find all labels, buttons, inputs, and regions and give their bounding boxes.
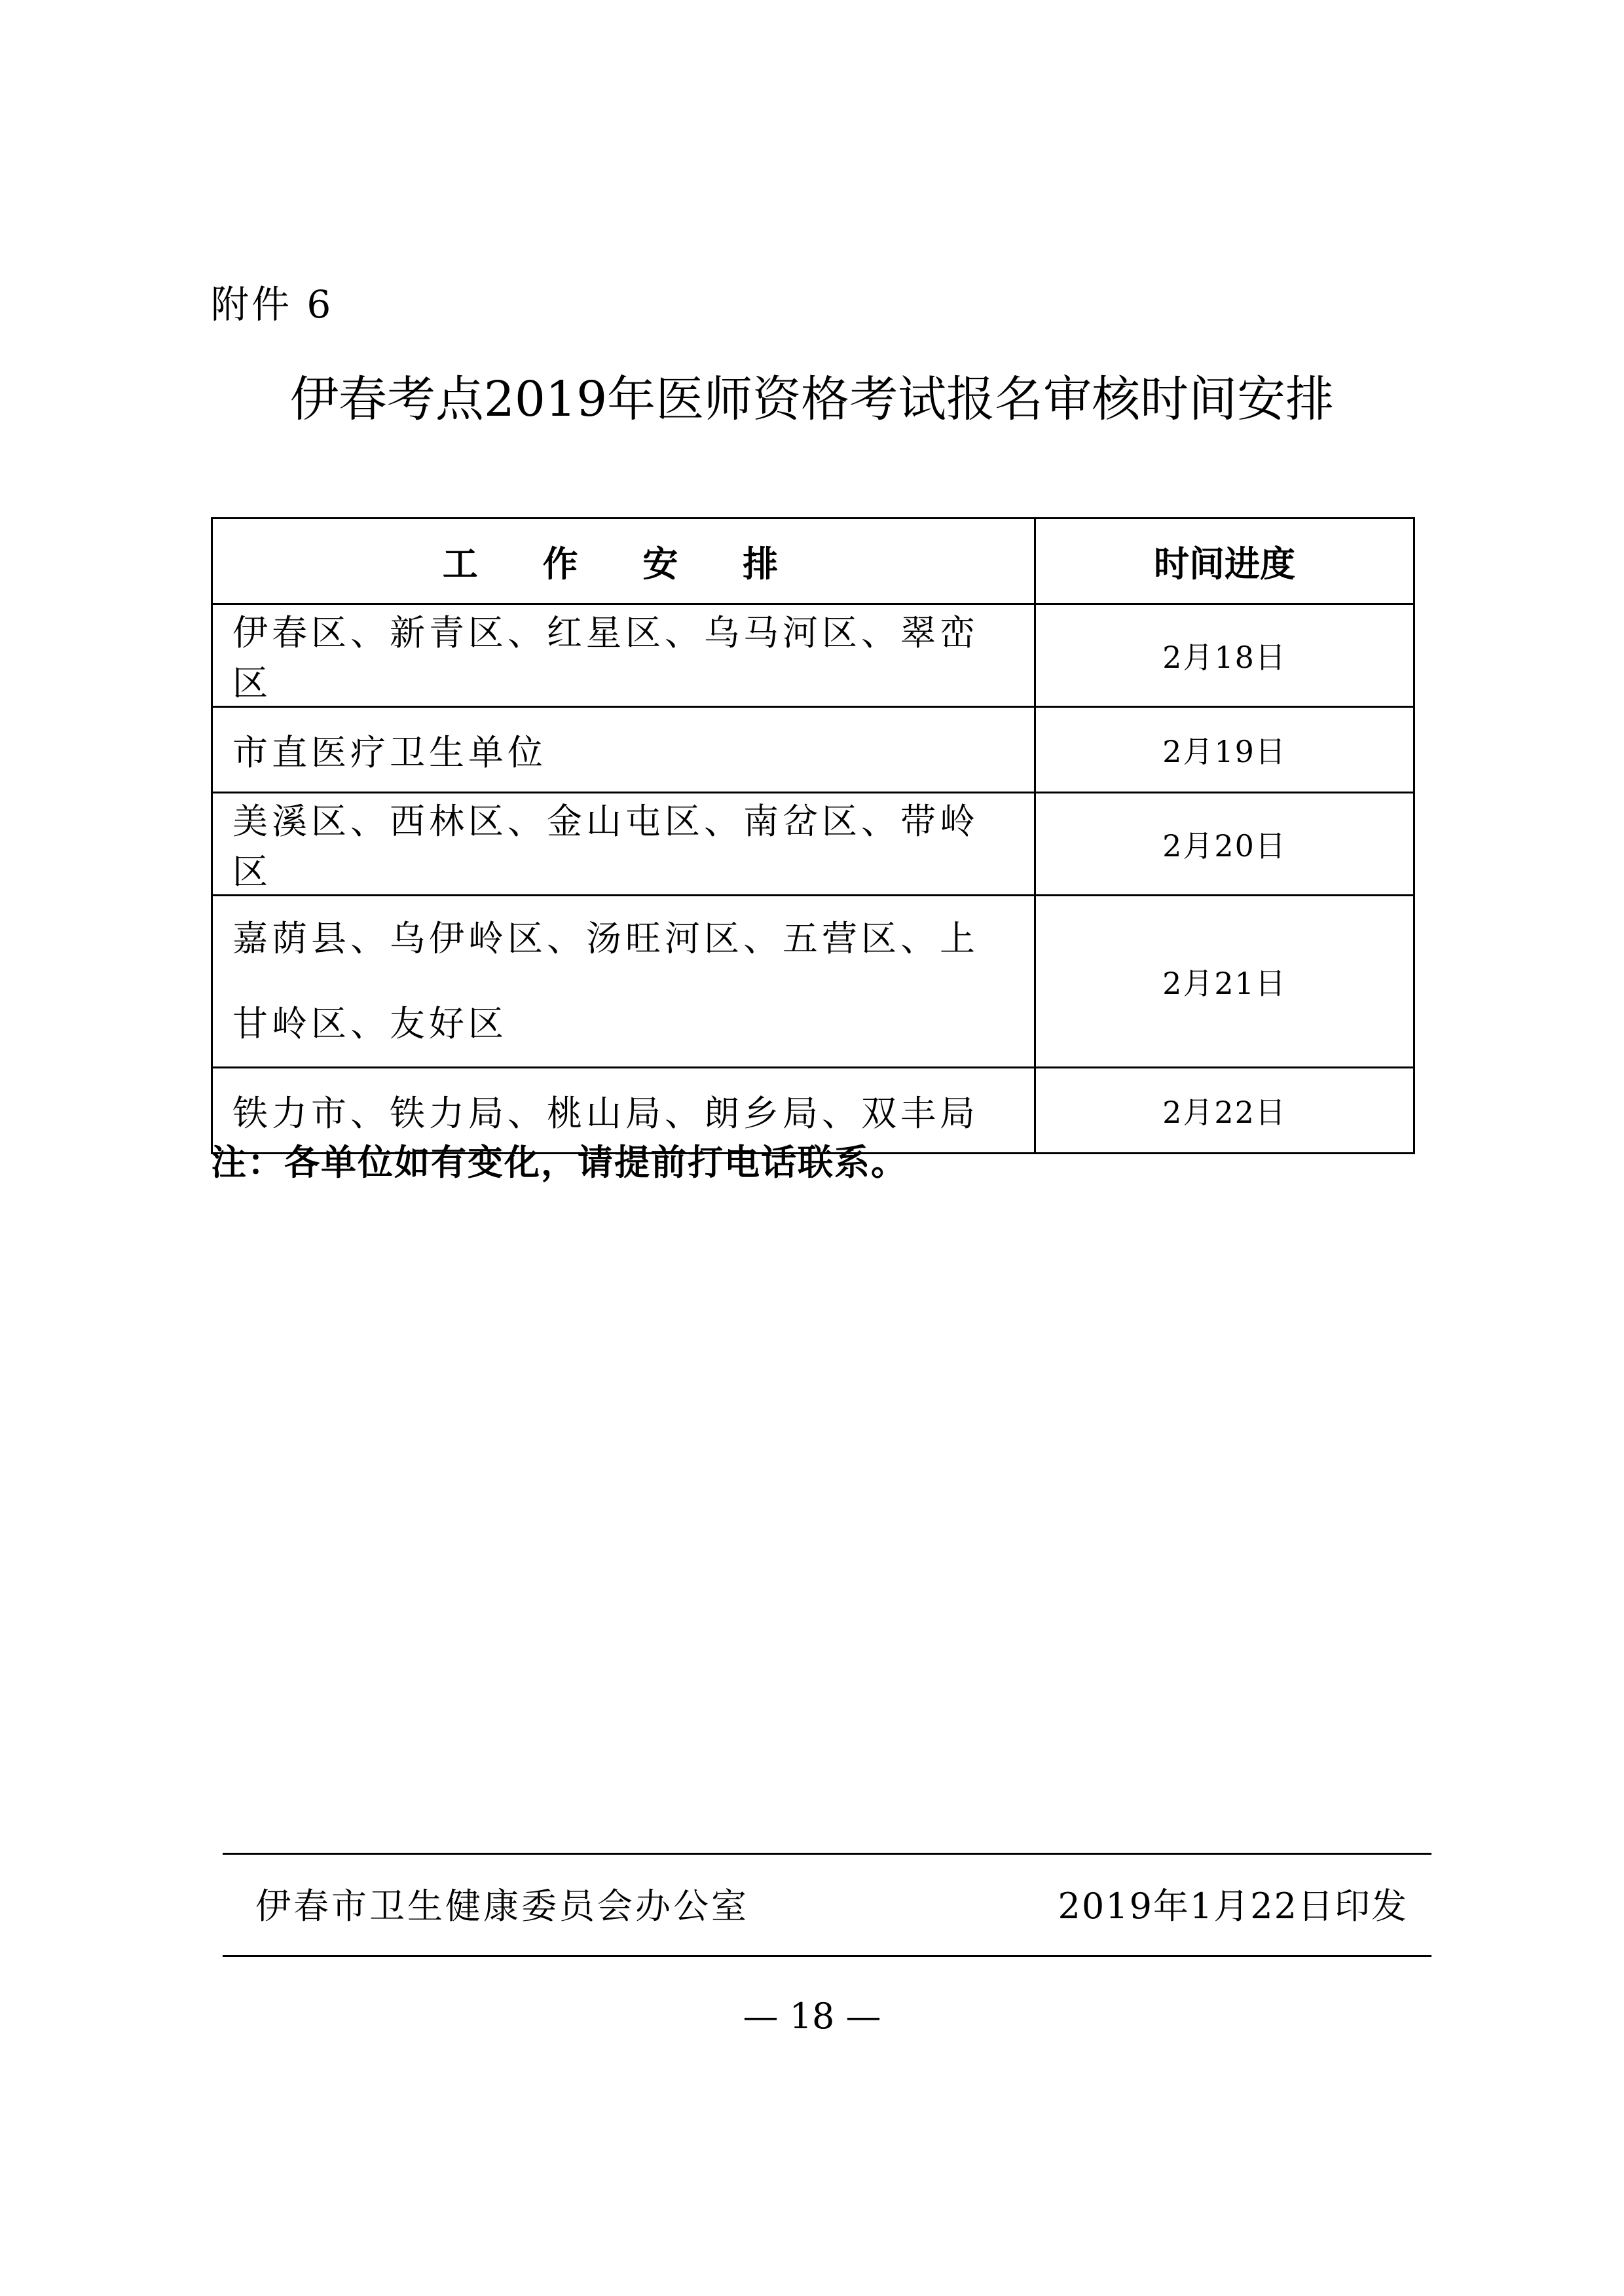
work-cell: 美溪区、西林区、金山屯区、南岔区、带岭区	[212, 793, 1035, 896]
document-title: 伊春考点2019年医师资格考试报名审核时间安排	[289, 371, 1335, 428]
issuer-name: 伊春市卫生健康委员会办公室	[255, 1886, 749, 1927]
table-row	[212, 896, 1414, 1068]
footer-top-rule	[223, 1853, 1431, 1855]
work-cell: 市直医疗卫生单位	[212, 707, 1035, 793]
table-header-row	[212, 519, 1414, 604]
date-cell: 2月19日	[1035, 707, 1414, 793]
table-row	[212, 793, 1414, 896]
time-progress-header: 时间进度	[1035, 519, 1414, 604]
work-cell: 伊春区、新青区、红星区、乌马河区、翠峦区	[212, 604, 1035, 707]
issue-date: 2019年1月22日印发	[1058, 1886, 1408, 1927]
footer-bottom-rule	[223, 1955, 1431, 1957]
work-cell: 铁力市、铁力局、桃山局、朗乡局、双丰局	[212, 1068, 1035, 1154]
date-cell: 2月22日	[1035, 1068, 1414, 1154]
table-row	[212, 604, 1414, 707]
date-cell: 2月18日	[1035, 604, 1414, 707]
note-text: 注：各单位如有变化，请提前打电话联系。	[211, 1142, 908, 1183]
attachment-label: 附件 6	[211, 282, 334, 327]
table-row	[212, 707, 1414, 793]
page-number: — 18 —	[743, 1995, 881, 2037]
work-cell: 嘉荫县、乌伊岭区、汤旺河区、五营区、上甘岭区、友好区	[212, 896, 1035, 1068]
schedule-table	[211, 517, 1415, 1154]
work-arrangement-header: 工 作 安 排	[212, 519, 1035, 604]
date-cell: 2月20日	[1035, 793, 1414, 896]
date-cell: 2月21日	[1035, 896, 1414, 1068]
